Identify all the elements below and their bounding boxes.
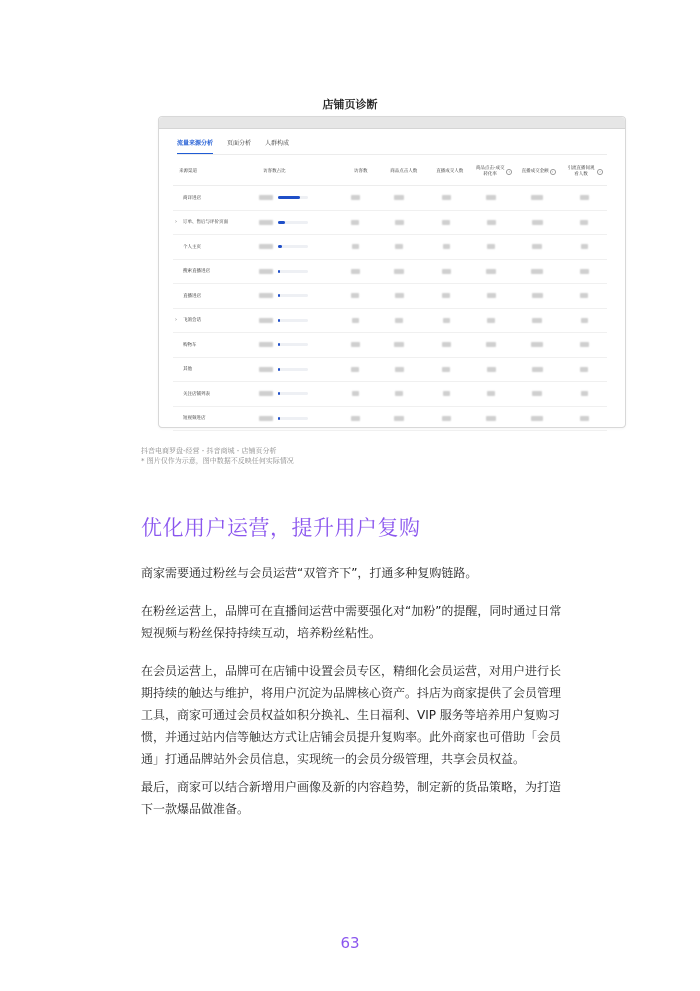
share-bar-fill (278, 417, 280, 420)
blurred-value (581, 391, 588, 396)
share-cell (255, 342, 335, 347)
blurred-value (442, 367, 450, 372)
col-header-share: 访客数占比 (263, 169, 286, 174)
tab-page-analysis[interactable]: 页面分析 (227, 140, 252, 147)
channel-cell (173, 391, 255, 397)
blurred-value (394, 195, 404, 200)
info-icon[interactable]: ? (550, 169, 556, 175)
share-cell (255, 391, 335, 396)
metric-cell (375, 195, 423, 200)
metric-cell (561, 269, 607, 274)
table-row[interactable] (173, 284, 607, 309)
dashboard-screenshot (158, 116, 626, 428)
share-bar (278, 319, 308, 322)
col-header-visitors: 访客数 (354, 169, 368, 174)
blurred-value (351, 416, 360, 421)
channel-name: 短视频进店 (183, 416, 206, 422)
col-header-buyers: 直播成交人数 (436, 169, 464, 174)
share-cell (255, 367, 335, 372)
metric-cell (469, 342, 513, 347)
blurred-value (486, 195, 496, 200)
share-bar-fill (278, 343, 280, 346)
metric-cell (561, 220, 607, 225)
blurred-value (581, 318, 588, 323)
blurred-value (531, 269, 543, 274)
blurred-value (394, 269, 404, 274)
share-bar-fill (278, 392, 280, 395)
metric-cell (561, 195, 607, 200)
share-bar-fill (278, 196, 300, 199)
metric-cell (423, 195, 469, 200)
channel-cell (173, 244, 255, 250)
blurred-value (259, 244, 273, 249)
blurred-value (442, 269, 451, 274)
share-bar (278, 221, 308, 224)
table-row[interactable] (173, 333, 607, 358)
channel-name: 个人主页 (183, 244, 201, 250)
metric-cell (513, 416, 561, 421)
blurred-value (443, 244, 450, 249)
blurred-value (443, 391, 450, 396)
metric-cell (469, 244, 513, 249)
channel-cell (173, 195, 255, 201)
blurred-value (351, 220, 359, 225)
channel-name: 飞鸽会话 (183, 318, 201, 324)
blurred-value (351, 195, 360, 200)
share-bar-fill (278, 245, 282, 248)
blurred-value (259, 391, 273, 396)
blurred-value (394, 342, 404, 347)
blurred-value (259, 367, 273, 372)
traffic-table (173, 159, 607, 431)
share-cell (255, 293, 335, 298)
table-body (173, 186, 607, 431)
col-header-viewers: 引流直播间观看人数 ? (562, 166, 607, 178)
blurred-value (531, 416, 543, 421)
metric-cell (469, 318, 513, 323)
channel-cell (173, 366, 255, 372)
share-bar (278, 196, 308, 199)
figure-title: 店铺页诊断 (322, 98, 378, 111)
blurred-value (532, 293, 543, 298)
share-bar (278, 392, 308, 395)
metric-cell (335, 318, 375, 323)
page-number: 63 (340, 934, 360, 952)
table-row[interactable] (173, 211, 607, 236)
metric-cell (513, 318, 561, 323)
blurred-value (486, 416, 496, 421)
blurred-value (351, 293, 359, 298)
share-cell (255, 269, 335, 274)
table-row[interactable] (173, 186, 607, 211)
blurred-value (581, 244, 588, 249)
metric-cell (423, 416, 469, 421)
share-bar-fill (278, 368, 280, 371)
metric-cell (335, 220, 375, 225)
blurred-value (259, 293, 273, 298)
chevron-right-icon[interactable]: › (175, 219, 177, 226)
metric-cell (375, 318, 423, 323)
share-bar (278, 368, 308, 371)
metric-cell (423, 367, 469, 372)
metric-cell (335, 244, 375, 249)
paragraph-4: 最后，商家可以结合新增用户画像及新的内容趋势，制定新的货品策略，为打造下一款爆品做准备。 (141, 780, 562, 816)
metric-cell (423, 244, 469, 249)
metric-cell (423, 391, 469, 396)
blurred-value (351, 269, 360, 274)
metric-cell (375, 342, 423, 347)
col-header-clicks: 商品点击人数 (390, 169, 418, 174)
channel-cell (173, 342, 255, 348)
col-header-conversion: 商品点击-成交转化率 ? (472, 166, 515, 178)
channel-cell (173, 293, 255, 299)
blurred-value (395, 318, 403, 323)
channel-cell (173, 415, 255, 421)
share-bar-fill (278, 319, 280, 322)
table-row[interactable] (173, 407, 607, 432)
metric-cell (423, 269, 469, 274)
blurred-value (487, 244, 495, 249)
share-bar (278, 270, 308, 273)
blurred-value (580, 367, 588, 372)
blurred-value (531, 195, 543, 200)
blurred-value (532, 220, 543, 225)
metric-cell (469, 416, 513, 421)
blurred-value (352, 318, 359, 323)
blurred-value (259, 342, 273, 347)
blurred-value (580, 293, 588, 298)
blurred-value (395, 367, 404, 372)
channel-cell (173, 219, 255, 225)
metric-cell (375, 293, 423, 298)
caption-source: 抖音电商罗盘-经营 - 抖音商城 - 店铺页分析 (141, 447, 277, 455)
blurred-value (443, 318, 450, 323)
paragraph-2: 在粉丝运营上，品牌可在直播间运营中需要强化对“加粉”的提醒，同时通过日常短视频与粉丝保持持续互动，培养粉丝粘性。 (141, 604, 562, 640)
blurred-value (487, 391, 495, 396)
share-cell (255, 220, 335, 225)
metric-cell (513, 195, 561, 200)
metric-cell (561, 391, 607, 396)
window-titlebar (159, 117, 625, 129)
blurred-value (442, 416, 451, 421)
share-bar (278, 245, 308, 248)
blurred-value (580, 342, 589, 347)
blurred-value (351, 342, 360, 347)
info-icon[interactable]: ? (597, 169, 603, 175)
blurred-value (532, 318, 542, 323)
blurred-value (395, 220, 404, 225)
metric-cell (375, 220, 423, 225)
blurred-value (532, 391, 542, 396)
blurred-value (532, 244, 542, 249)
blurred-value (486, 342, 496, 347)
blurred-value (486, 269, 496, 274)
metric-cell (423, 293, 469, 298)
blurred-value (580, 416, 589, 421)
channel-name: 购物车 (183, 342, 197, 348)
metric-cell (561, 416, 607, 421)
metric-cell (469, 269, 513, 274)
info-icon[interactable]: ? (506, 169, 512, 175)
metric-cell (335, 195, 375, 200)
channel-name: 关注店铺列表 (183, 391, 210, 397)
blurred-value (394, 416, 404, 421)
metric-cell (513, 293, 561, 298)
blurred-value (531, 342, 543, 347)
tab-bar (177, 138, 289, 154)
metric-cell (335, 391, 375, 396)
blurred-value (442, 342, 451, 347)
metric-cell (335, 269, 375, 274)
table-row[interactable] (173, 235, 607, 260)
blurred-value (580, 269, 589, 274)
caption-note: * 图片仅作为示意，图中数据不反映任何实际情况 (141, 457, 294, 465)
metric-cell (335, 342, 375, 347)
channel-name: 订单、售后与评价页面 (183, 220, 228, 226)
blurred-value (442, 220, 450, 225)
share-bar (278, 343, 308, 346)
blurred-value (580, 195, 589, 200)
metric-cell (561, 244, 607, 249)
paragraph-3: 在会员运营上，品牌可在店铺中设置会员专区，精细化会员运营，对用户进行长期持续的触达与维护，将用户沉淀为品牌核心资产。抖店为商家提供了会员管理工具，商家可通过会员权益如积分换礼、生日福利、VIP 服务等培养用户复购习惯，并通过站内信等触达方式让店铺会员提升复购率。此外商家也可借助「会员通」打通品牌站外会员信息，实现统一的会员分级管理，共享会员权益。 (141, 664, 562, 766)
metric-cell (513, 244, 561, 249)
col-header-gmv: 直播成交金额 ? (515, 169, 562, 175)
channel-cell (173, 317, 255, 323)
metric-cell (335, 293, 375, 298)
blurred-value (487, 367, 496, 372)
blurred-value (259, 220, 273, 225)
tab-divider (177, 154, 607, 155)
blurred-value (580, 220, 588, 225)
blurred-value (487, 220, 496, 225)
blurred-value (395, 391, 403, 396)
chevron-right-icon[interactable]: › (175, 317, 177, 324)
blurred-value (395, 293, 404, 298)
metric-cell (513, 342, 561, 347)
blurred-value (259, 269, 273, 274)
blurred-value (259, 416, 273, 421)
metric-cell (423, 318, 469, 323)
metric-cell (513, 269, 561, 274)
col-header-channel: 来源渠道 (179, 169, 197, 174)
metric-cell (375, 416, 423, 421)
channel-cell (173, 268, 255, 274)
metric-cell (335, 416, 375, 421)
metric-cell (375, 367, 423, 372)
blurred-value (487, 318, 495, 323)
metric-cell (469, 367, 513, 372)
channel-name: 商详进店 (183, 195, 201, 201)
figure-caption (141, 446, 294, 466)
share-cell (255, 318, 335, 323)
table-row[interactable] (173, 260, 607, 285)
blurred-value (259, 318, 273, 323)
metric-cell (335, 367, 375, 372)
metric-cell (423, 220, 469, 225)
channel-name: 直播进店 (183, 293, 201, 299)
metric-cell (375, 391, 423, 396)
table-row[interactable] (173, 309, 607, 334)
tab-traffic-source[interactable]: 流量来源分析 (177, 138, 213, 154)
channel-name: 搜索直播进店 (183, 269, 210, 275)
blurred-value (442, 195, 451, 200)
metric-cell (375, 269, 423, 274)
share-bar-fill (278, 270, 280, 273)
blurred-value (352, 244, 359, 249)
tab-audience[interactable]: 人群构成 (265, 140, 290, 147)
metric-cell (561, 342, 607, 347)
metric-cell (513, 220, 561, 225)
blurred-value (259, 195, 273, 200)
metric-cell (561, 293, 607, 298)
metric-cell (423, 342, 469, 347)
channel-name: 其他 (183, 367, 192, 373)
metric-cell (469, 391, 513, 396)
share-bar-fill (278, 294, 280, 297)
share-bar-fill (278, 221, 285, 224)
paragraph-1: 商家需要通过粉丝与会员运营“双管齐下”，打通多种复购链路。 (141, 566, 478, 580)
blurred-value (352, 391, 359, 396)
share-cell (255, 195, 335, 200)
blurred-value (395, 244, 403, 249)
metric-cell (561, 367, 607, 372)
table-row[interactable] (173, 358, 607, 383)
metric-cell (513, 367, 561, 372)
metric-cell (513, 391, 561, 396)
share-bar (278, 417, 308, 420)
blurred-value (442, 293, 450, 298)
metric-cell (375, 244, 423, 249)
table-header (173, 159, 607, 186)
share-cell (255, 244, 335, 249)
metric-cell (469, 220, 513, 225)
metric-cell (469, 293, 513, 298)
blurred-value (351, 367, 359, 372)
blurred-value (532, 367, 543, 372)
section-heading: 优化用户运营，提升用户复购 (141, 516, 421, 540)
share-bar (278, 294, 308, 297)
table-row[interactable] (173, 382, 607, 407)
blurred-value (487, 293, 496, 298)
share-cell (255, 416, 335, 421)
metric-cell (561, 318, 607, 323)
metric-cell (469, 195, 513, 200)
